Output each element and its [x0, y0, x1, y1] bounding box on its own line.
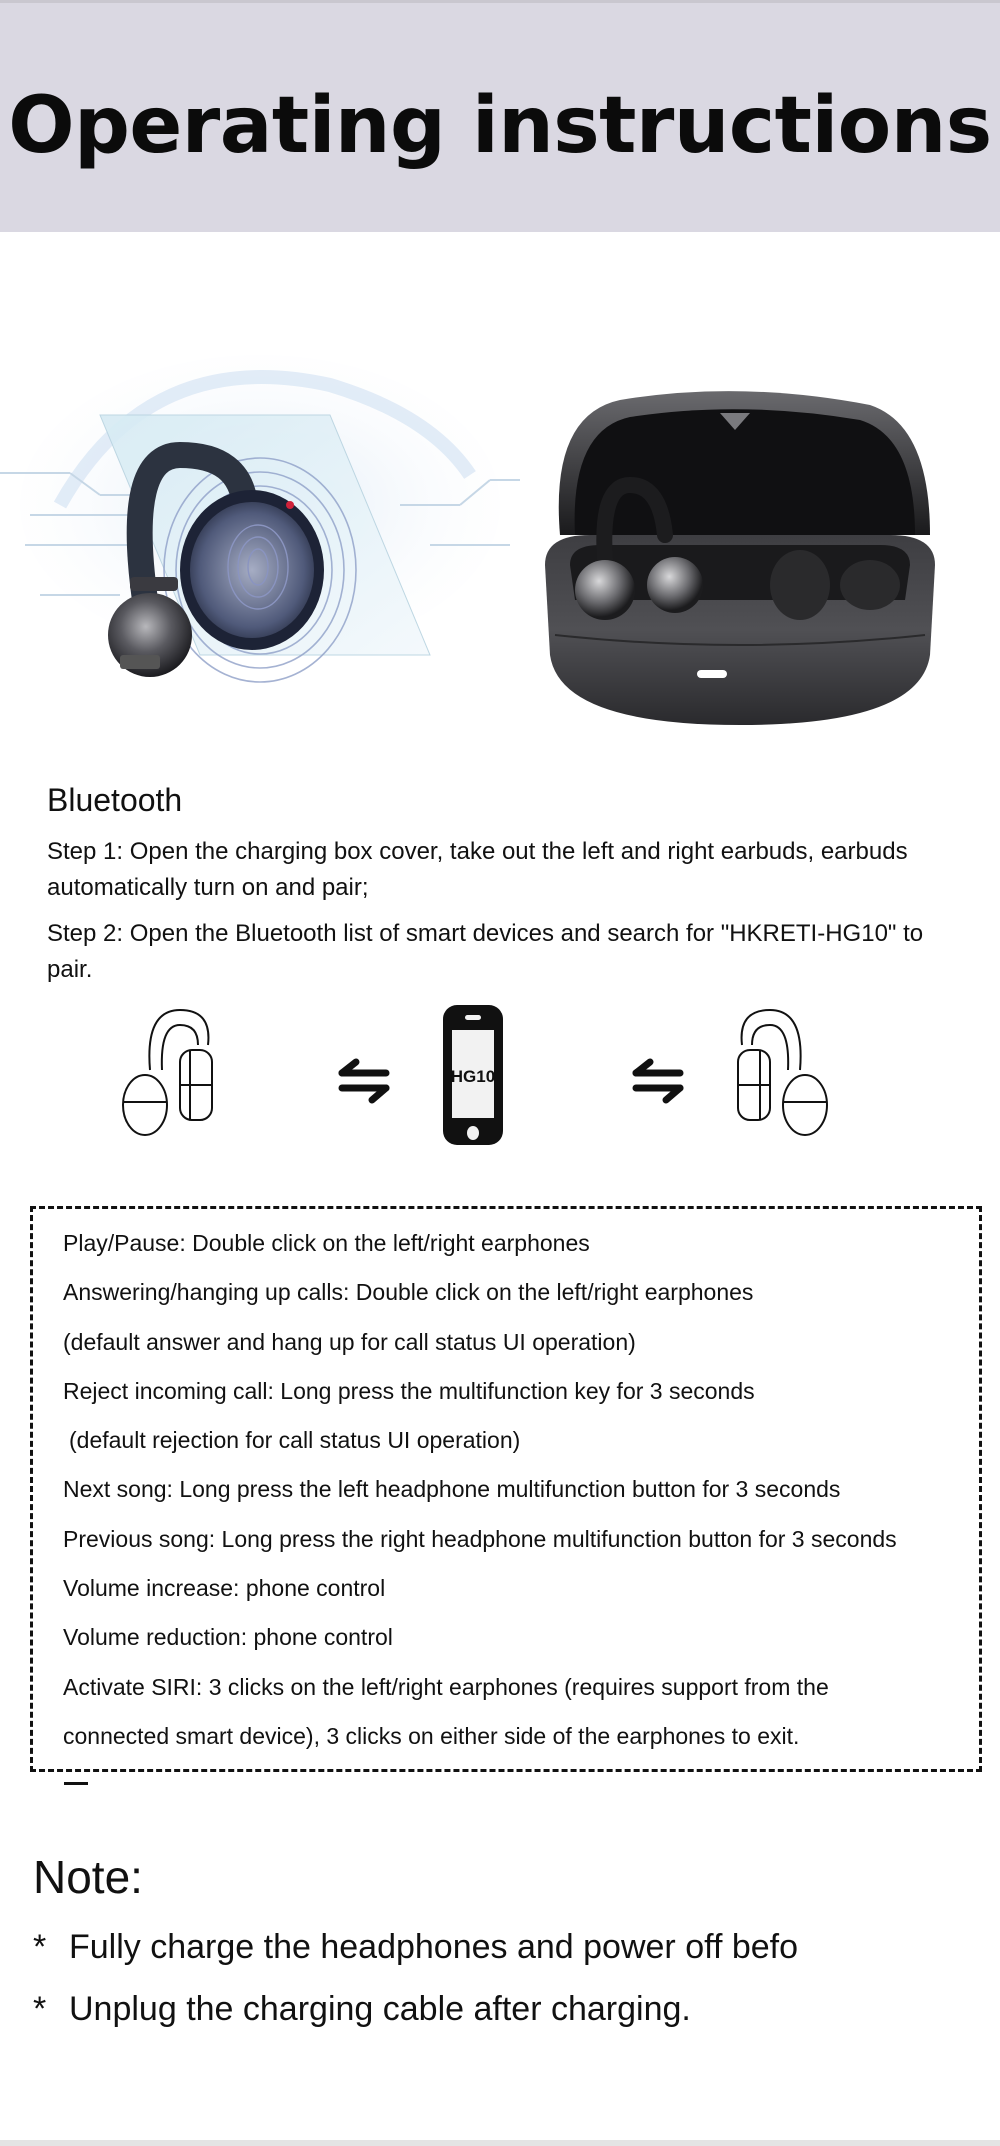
- function-siri: Activate SIRI: 3 clicks on the left/right earphones (requires support from the: [63, 1673, 829, 1700]
- note-text: Unplug the charging cable after charging.: [69, 1990, 691, 2028]
- bluetooth-heading: Bluetooth: [47, 782, 183, 818]
- function-next-song: Next song: Long press the left headphone multifunction button for 3 seconds: [63, 1476, 841, 1503]
- note-text: Fully charge the headphones and power off befo: [69, 1928, 799, 1966]
- function-play-pause: Play/Pause: Double click on the left/right earphones: [63, 1230, 590, 1256]
- function-reject-note: (default rejection for call status UI operation): [69, 1427, 521, 1454]
- bullet-asterisk: *: [33, 1928, 47, 1966]
- function-previous-song: Previous song: Long press the right headphone multifunction button for 3 seconds: [63, 1525, 897, 1552]
- pairing-diagram: [100, 990, 900, 1150]
- divider-mark: [64, 1782, 88, 1785]
- bottom-divider: [0, 2140, 1000, 2146]
- right-earbud-icon: [738, 1010, 827, 1135]
- note-item: [33, 1928, 798, 1967]
- swap-arrows-icon: [636, 1062, 680, 1100]
- function-reject-call: Reject incoming call: Long press the multifunction key for 3 seconds: [63, 1377, 755, 1404]
- functions-list: [63, 1228, 897, 1770]
- earbud-product-image: [0, 355, 520, 705]
- page-title: Operating instructions: [8, 81, 992, 171]
- svg-text:HG10: HG10: [450, 1067, 496, 1086]
- function-volume-down: Volume reduction: phone control: [63, 1624, 393, 1651]
- phone-icon: [443, 1005, 503, 1145]
- bluetooth-step-2: Step 2: Open the Bluetooth list of smart devices and search for "HKRETI-HG10" to pair.: [47, 920, 924, 983]
- function-siri-continued: connected smart device), 3 clicks on either side of the earphones to exit.: [63, 1722, 800, 1749]
- charging-case-product-image: [530, 385, 950, 765]
- note-item: [33, 1990, 691, 2029]
- bullet-asterisk: *: [33, 1990, 47, 2028]
- note-heading: Note:: [33, 1851, 143, 1903]
- function-volume-up: Volume increase: phone control: [63, 1575, 386, 1602]
- swap-arrows-icon: [342, 1062, 386, 1100]
- function-answer-hangup: Answering/hanging up calls: Double click on the left/right earphones: [63, 1279, 754, 1306]
- bluetooth-step-1: Step 1: Open the charging box cover, take out the left and right earbuds, earbuds automatically turn on and pair;: [47, 838, 908, 901]
- left-earbud-icon: [123, 1010, 212, 1135]
- function-answer-note: (default answer and hang up for call status UI operation): [63, 1328, 636, 1355]
- title-banner: [0, 0, 1000, 232]
